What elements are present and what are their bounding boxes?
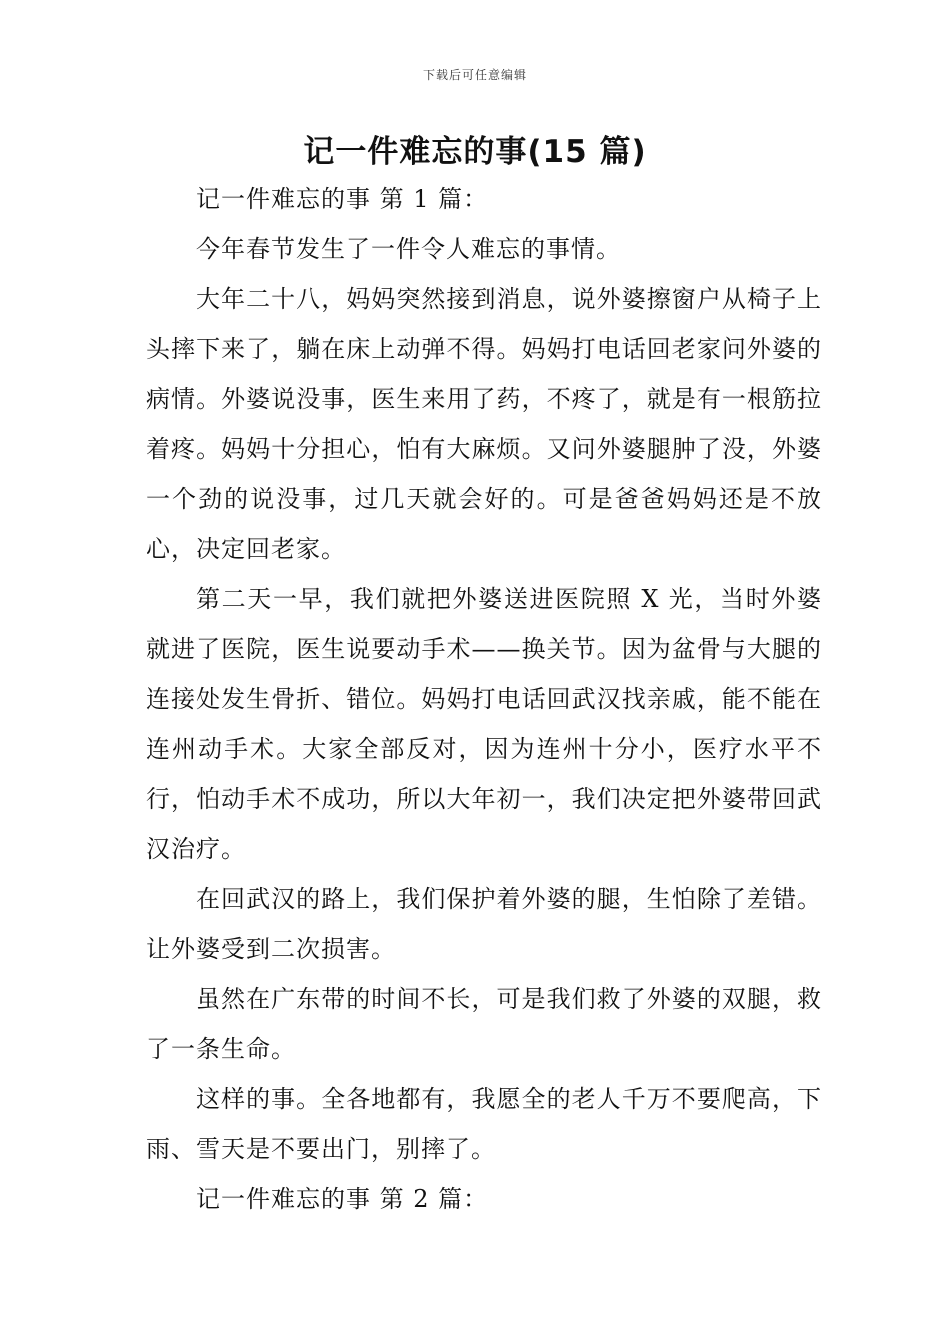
paragraph: 第二天一早，我们就把外婆送进医院照 X 光，当时外婆就进了医院，医生说要动手术——换关节。因为盆骨与大腿的连接处发生骨折、错位。妈妈打电话回武汉找亲戚，能不能在连州动手术。大家全部反对，因为连州十分小，医疗水平不行，怕动手术不成功，所以大年初一，我们决定把外婆带回武汉治疗。: [146, 585, 822, 863]
paragraph: 在回武汉的路上，我们保护着外婆的腿，生怕除了差错。让外婆受到二次损害。: [146, 885, 822, 963]
document-body: [146, 174, 822, 1224]
paragraph: 今年春节发生了一件令人难忘的事情。: [196, 235, 621, 263]
paragraph: 这样的事。全各地都有，我愿全的老人千万不要爬高，下雨、雪天是不要出门，别摔了。: [146, 1085, 822, 1163]
document-title: 记一件难忘的事(15 篇): [303, 134, 647, 170]
section-heading: 记一件难忘的事 第 2 篇：: [196, 1185, 489, 1213]
section-heading: 记一件难忘的事 第 1 篇：: [196, 185, 489, 213]
paragraph: 虽然在广东带的时间不长，可是我们救了外婆的双腿，救了一条生命。: [146, 985, 822, 1063]
header-note: 下载后可任意编辑: [422, 68, 527, 82]
paragraph: 大年二十八，妈妈突然接到消息，说外婆擦窗户从椅子上头摔下来了，躺在床上动弹不得。妈妈打电话回老家问外婆的病情。外婆说没事，医生来用了药，不疼了，就是有一根筋拉着疼。妈妈十分担心，怕有大麻烦。又问外婆腿肿了没，外婆一个劲的说没事，过几天就会好的。可是爸爸妈妈还是不放心，决定回老家。: [146, 285, 822, 563]
